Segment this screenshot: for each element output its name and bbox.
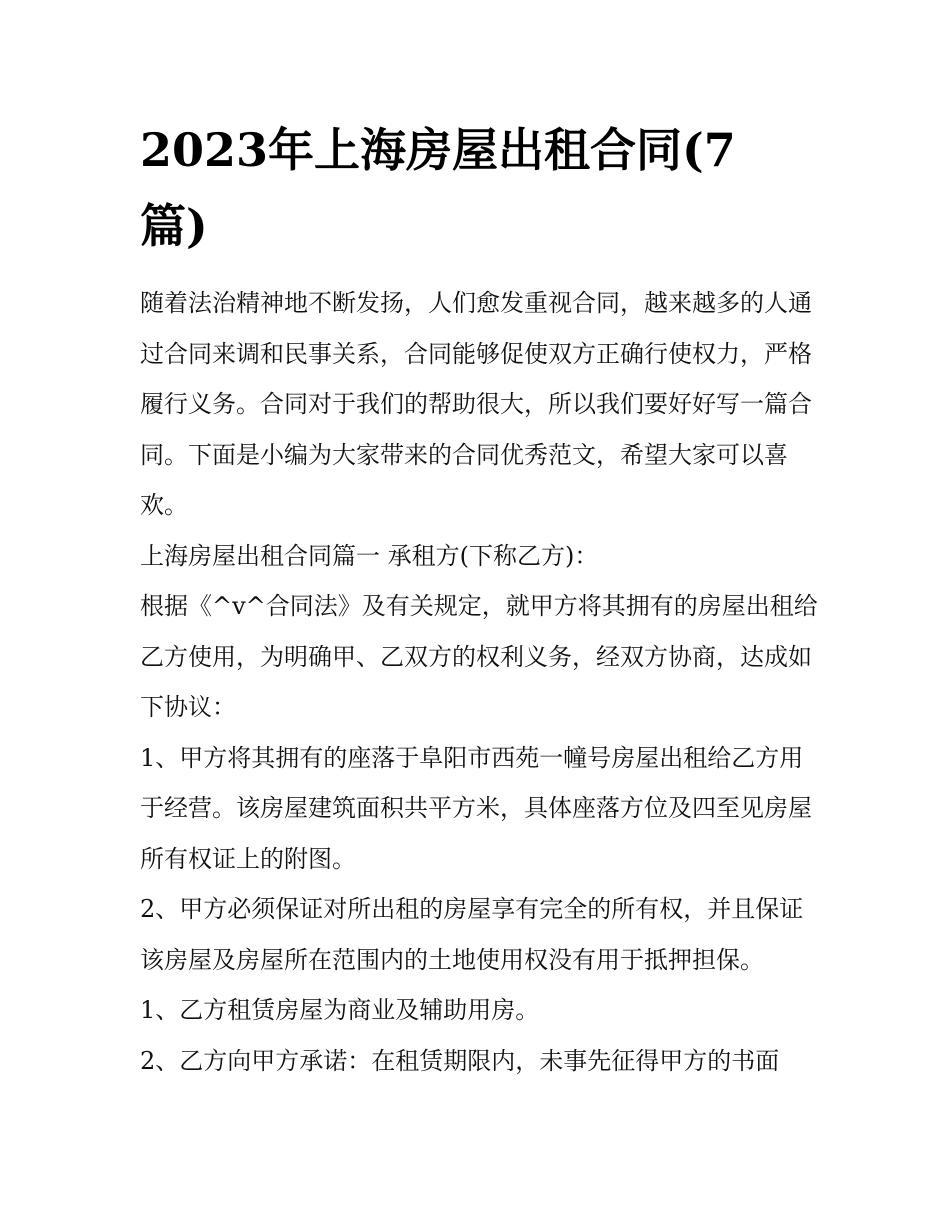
clause-paragraph: 2、乙方向甲方承诺：在租赁期限内，未事先征得甲方的书面	[140, 1046, 780, 1075]
clause-paragraph: 1、乙方租赁房屋为商业及辅助用房。	[140, 996, 540, 1024]
legal-basis-paragraph: 根据《^v^合同法》及有关规定，就甲方将其拥有的房屋出租给乙方使用，为明确甲、乙双方的权利义务，经双方协商，达成如下协议：	[140, 592, 818, 721]
intro-paragraph: 随着法治精神地不断发扬，人们愈发重视合同，越来越多的人通过合同来调和民事关系，合同能够促使双方正确行使权力，严格履行义务。合同对于我们的帮助很大，所以我们要好好写一篇合同。下面是小编为大家带来的合同优秀范文，希望大家可以喜欢。	[140, 289, 812, 519]
document-title: 2023年上海房屋出租合同(7篇)	[140, 123, 736, 253]
clause-paragraph: 1、甲方将其拥有的座落于阜阳市西苑一幢号房屋出租给乙方用于经营。该房屋建筑面积共平方米，具体座落方位及四至见房屋所有权证上的附图。	[140, 743, 812, 873]
contract-heading-paragraph: 上海房屋出租合同篇一 承租方(下称乙方)：	[140, 541, 599, 570]
clause-paragraph: 2、甲方必须保证对所出租的房屋享有完全的所有权，并且保证该房屋及房屋所在范围内的土地使用权没有用于抵押担保。	[140, 895, 804, 974]
document-body	[140, 112, 820, 1086]
